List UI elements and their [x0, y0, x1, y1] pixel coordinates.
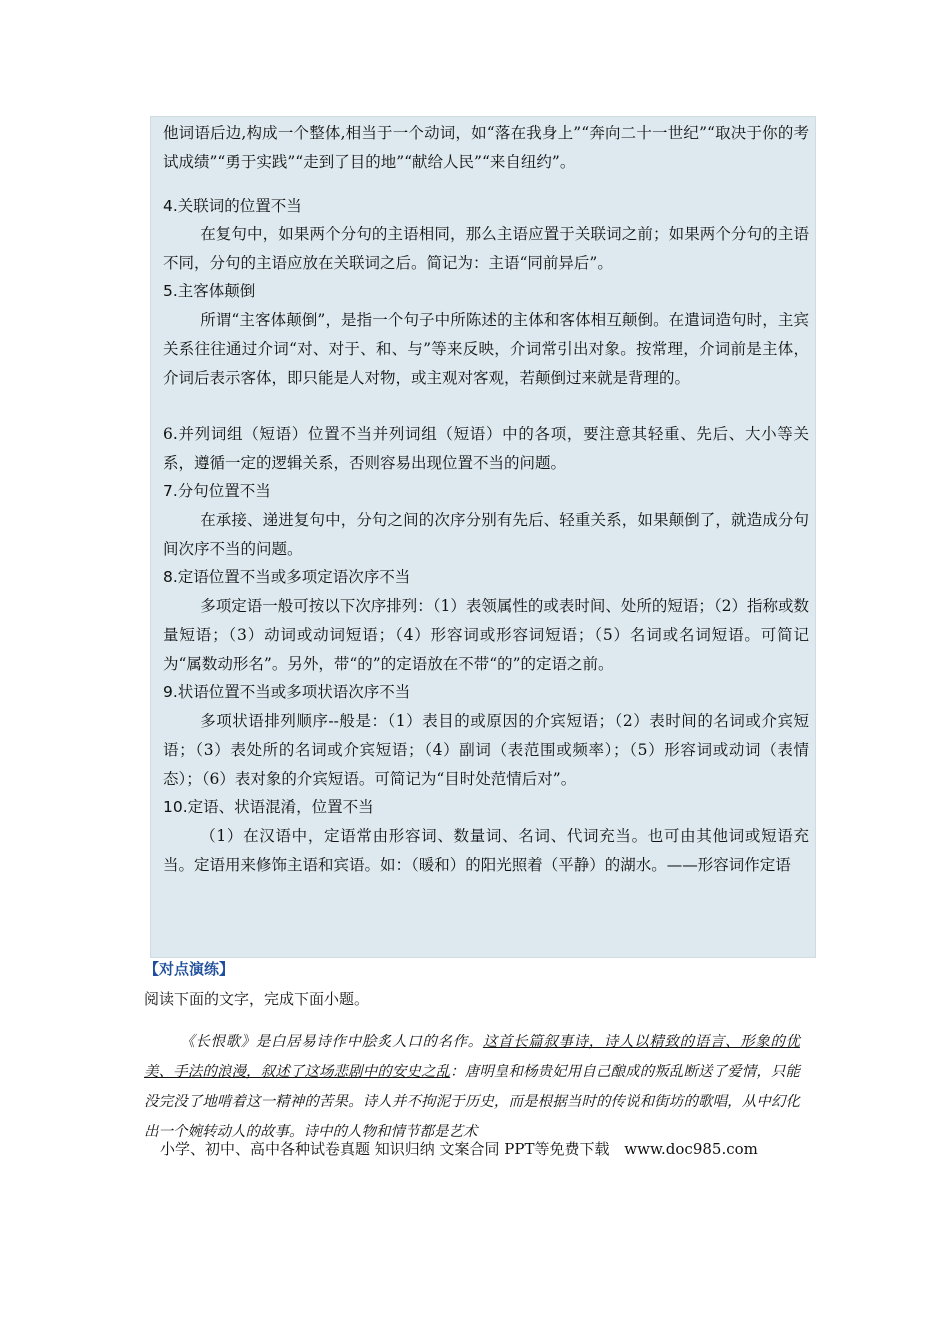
passage-underlined-sentence: 这首长篇叙事诗，诗人以精致的语言、形象的优美、手法的浪漫，叙述了这场悲剧中的安史之乱 [144, 1034, 800, 1080]
content-box [150, 116, 816, 958]
paragraph-5: 所谓“主客体颠倒”，是指一个句子中所陈述的主体和客体相互颠倒。在遣词造句时，主宾关系往往通过介词“对、对于、和、与”等来反映，介词常引出对象。按常理，介词前是主体，介词后表示客体，即只能是人对物，或主观对客观，若颠倒过来就是背理的。 [163, 311, 809, 387]
footer-url[interactable]: www.doc985.com [624, 1140, 758, 1158]
paragraph-9: 多项状语排列顺序--般是：（1）表目的或原因的介宾短语；（2）表时间的名词或介宾短语；（3）表处所的名词或介宾短语；（4）副词（表范围或频率）；（5）形容词或动词（表情态）；（6）表对象的介宾短语。可简记为“目时处范情后对”。 [163, 712, 809, 788]
heading-4: 4.关联词的位置不当 [163, 197, 302, 215]
heading-7: 7.分句位置不当 [163, 482, 271, 500]
paragraph-8: 多项定语一般可按以下次序排列：（1）表领属性的或表时间、处所的短语；（2）指称或数量短语；（3）动词或动词短语；（4）形容词或形容词短语；（5）名词或名词短语。可简记为“属数动形名”。另外，带“的”的定语放在不带“的”的定语之前。 [163, 597, 809, 673]
instruction: 阅读下面的文字，完成下面小题。 [144, 990, 370, 1008]
paragraph-6: 6.并列词组（短语）位置不当并列词组（短语）中的各项，要注意其轻重、先后、大小等关系，遵循一定的逻辑关系，否则容易出现位置不当的问题。 [163, 425, 809, 472]
heading-10: 10.定语、状语混淆，位置不当 [163, 798, 374, 816]
passage-part2: ：唐明皇和杨贵妃用自己酿成的叛乱断送了爱情，只能没完没了地啃着这一精神的苦果。诗人并不拘泥于历史，而是根据当时的传说和街坊的歌唱，从中幻化出一个婉转动人的故事。诗中的人物和情节都是艺术 [144, 1064, 800, 1140]
paragraph-verb-phrase: 他词语后边,构成一个整体,相当于一个动词，如“落在我身上”“奔向二十一世纪”“取决于你的考试成绩”“勇于实践”“走到了目的地”“献给人民”“来自纽约”。 [163, 124, 809, 171]
heading-8: 8.定语位置不当或多项定语次序不当 [163, 568, 411, 586]
heading-5: 5.主客体颠倒 [163, 282, 256, 300]
footer-text: 小学、初中、高中各种试卷真题 知识归纳 文案合同 PPT等免费下载 [160, 1140, 610, 1158]
section-tag: 【对点演练】 [144, 960, 235, 978]
paragraph-4: 在复句中，如果两个分句的主语相同，那么主语应置于关联词之前；如果两个分句的主语不同，分句的主语应放在关联词之后。简记为：主语“同前异后”。 [163, 225, 809, 272]
footer [160, 1138, 768, 1159]
paragraph-7: 在承接、递进复句中，分句之间的次序分别有先后、轻重关系，如果颠倒了，就造成分句间次序不当的问题。 [163, 511, 809, 558]
passage-part1: 《长恨歌》是白居易诗作中脍炙人口的名作。 [180, 1034, 483, 1050]
reading-passage [144, 1027, 800, 1147]
paragraph-10: （1）在汉语中，定语常由形容词、数量词、名词、代词充当。也可由其他词或短语充当。定语用来修饰主语和宾语。如：（暖和）的阳光照着（平静）的湖水。——形容词作定语 [163, 827, 809, 874]
heading-9: 9.状语位置不当或多项状语次序不当 [163, 683, 411, 701]
